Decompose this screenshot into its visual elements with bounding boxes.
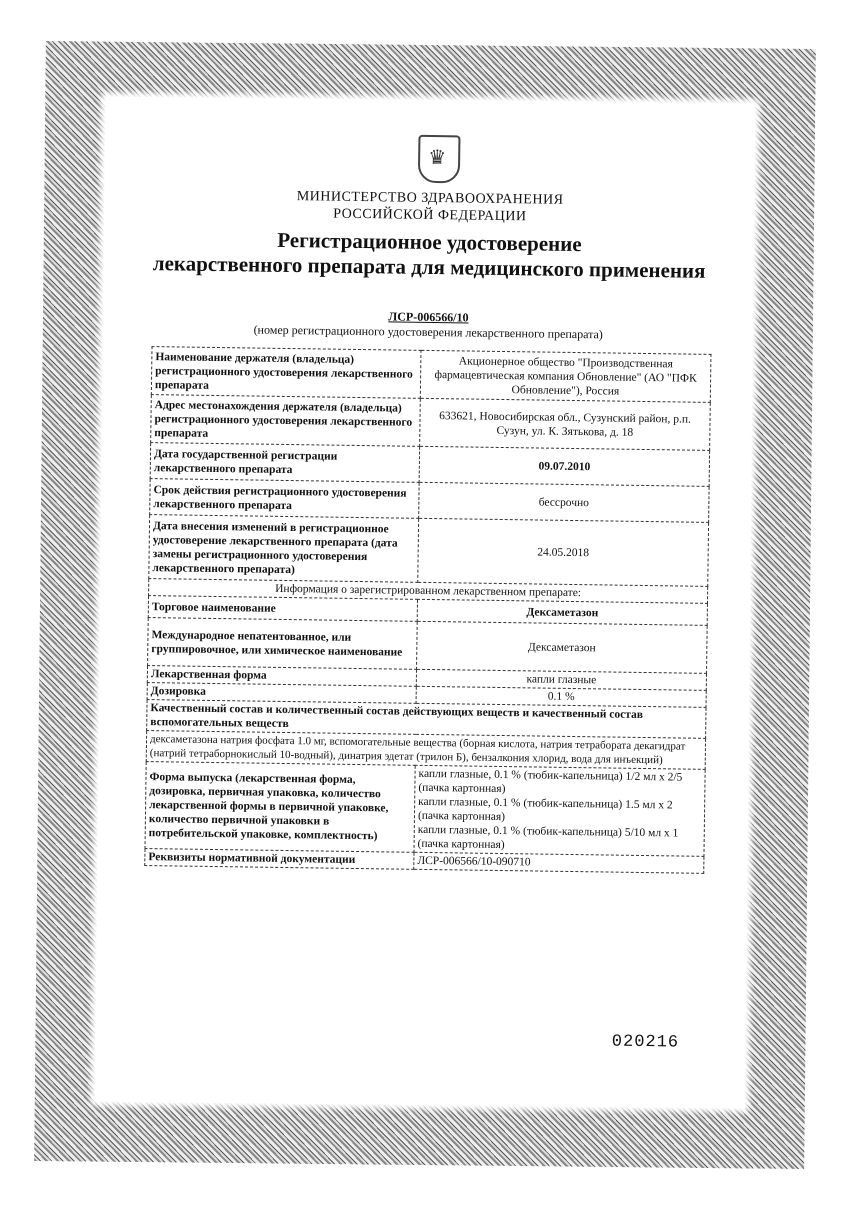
table-row [151, 395, 711, 451]
table-row [148, 618, 708, 674]
release-form-values [414, 765, 705, 856]
ministry-name [5, 184, 849, 230]
registration-number: ЛСР-006566/10 [388, 309, 469, 325]
dosage-form-value: капли глазные [416, 669, 706, 690]
certificate-table [144, 346, 711, 874]
validity-value: бессрочно [419, 482, 709, 522]
dosage-form-label: Лекарственная форма [147, 666, 416, 687]
holder-address-value: 633621, Новосибирская обл., Сузунский район, р.п. Сузун, ул. К. Зятькова, д. 18 [420, 398, 711, 450]
release-form-item: капли глазные, 0.1 % (тюбик-капельница) 1/2 мл x 2/5 (пачка картонная) [418, 767, 683, 796]
normative-doc-label: Реквизиты нормативной документации [145, 849, 414, 870]
inn-label: Международное непатентованное, или группировочное, или химическое наименование [148, 618, 418, 670]
table-row [145, 762, 705, 857]
info-heading: Информация о зарегистрированном лекарственном препарате: [149, 579, 708, 604]
ministry-line-1: МИНИСТЕРСТВО ЗДРАВООХРАНЕНИЯ [296, 189, 564, 208]
release-form-label: Форма выпуска (лекарственная форма, дозировка, первичная упаковка, количество лекарственной формы в первичной упаковке, количество первичной упаковки в потребительской упаковке, комплектность) [145, 762, 415, 853]
table-row [151, 347, 711, 403]
holder-name-label: Наименование держателя (владельца) регистрационного удостоверения лекарственного препарата [151, 347, 421, 399]
ministry-line-2: РОССИЙСКОЙ ФЕДЕРАЦИИ [333, 206, 527, 225]
trade-name-label: Торговое наименование [148, 596, 417, 622]
registration-number-block [4, 304, 849, 346]
title-line-1: Регистрационное удостоверение [277, 227, 582, 257]
release-form-item: капли глазные, 0.1 % (тюбик-капельница) 1.5 мл x 2 (пачка картонная) [417, 795, 673, 824]
dosage-value: 0.1 % [416, 686, 706, 707]
holder-name-value: Акционерное общество "Производственная фармацевтическая компания Обновление" (АО "ПФК Обновление"), Россия [420, 350, 711, 402]
release-form-item: капли глазные, 0.1 % (тюбик-капельница) 5/10 мл x 1 (пачка картонная) [417, 823, 679, 852]
composition-value: дексаметазона натрия фосфата 1.0 мг, вспомогательные вещества (борная кислота, натрия тетрабората декагидрат (натрий тетраборнокислый 10-водный), динатрия эдетат (трилон Б), бензалкония хлорид, вода для инъекций) [146, 731, 705, 770]
composition-label: Качественный состав и количественный состав действующих веществ и качественный состав вспомогательных веществ [147, 700, 706, 739]
trade-name-value: Дексаметазон [417, 599, 707, 625]
registration-date-value: 09.07.2010 [419, 446, 709, 486]
document-title [5, 224, 849, 286]
validity-label: Срок действия регистрационного удостоверения лекарственного препарата [150, 479, 419, 519]
title-line-2: лекарственного препарата для медицинского применения [152, 251, 706, 283]
coat-of-arms-emblem: ♛ [418, 135, 461, 184]
dosage-label: Дозировка [147, 683, 416, 704]
inn-value: Дексаметазон [417, 621, 708, 673]
registration-date-label: Дата государственной регистрации лекарственного препарата [150, 443, 419, 483]
change-date-label: Дата внесения изменений в регистрационное удостоверение лекарственного препарата (дата замены регистрационного удостоверения лекарственного препарата) [149, 515, 419, 583]
holder-address-label: Адрес местонахождения держателя (владельца) регистрационного удостоверения лекарственного препарата [151, 395, 421, 447]
registration-number-caption: (номер регистрационного удостоверения лекарственного препарата) [253, 322, 603, 342]
normative-doc-value: ЛСР-006566/10-090710 [414, 852, 704, 873]
form-serial-number: 020216 [611, 1032, 680, 1053]
change-date-value: 24.05.2018 [418, 518, 709, 586]
table-row [149, 515, 709, 587]
